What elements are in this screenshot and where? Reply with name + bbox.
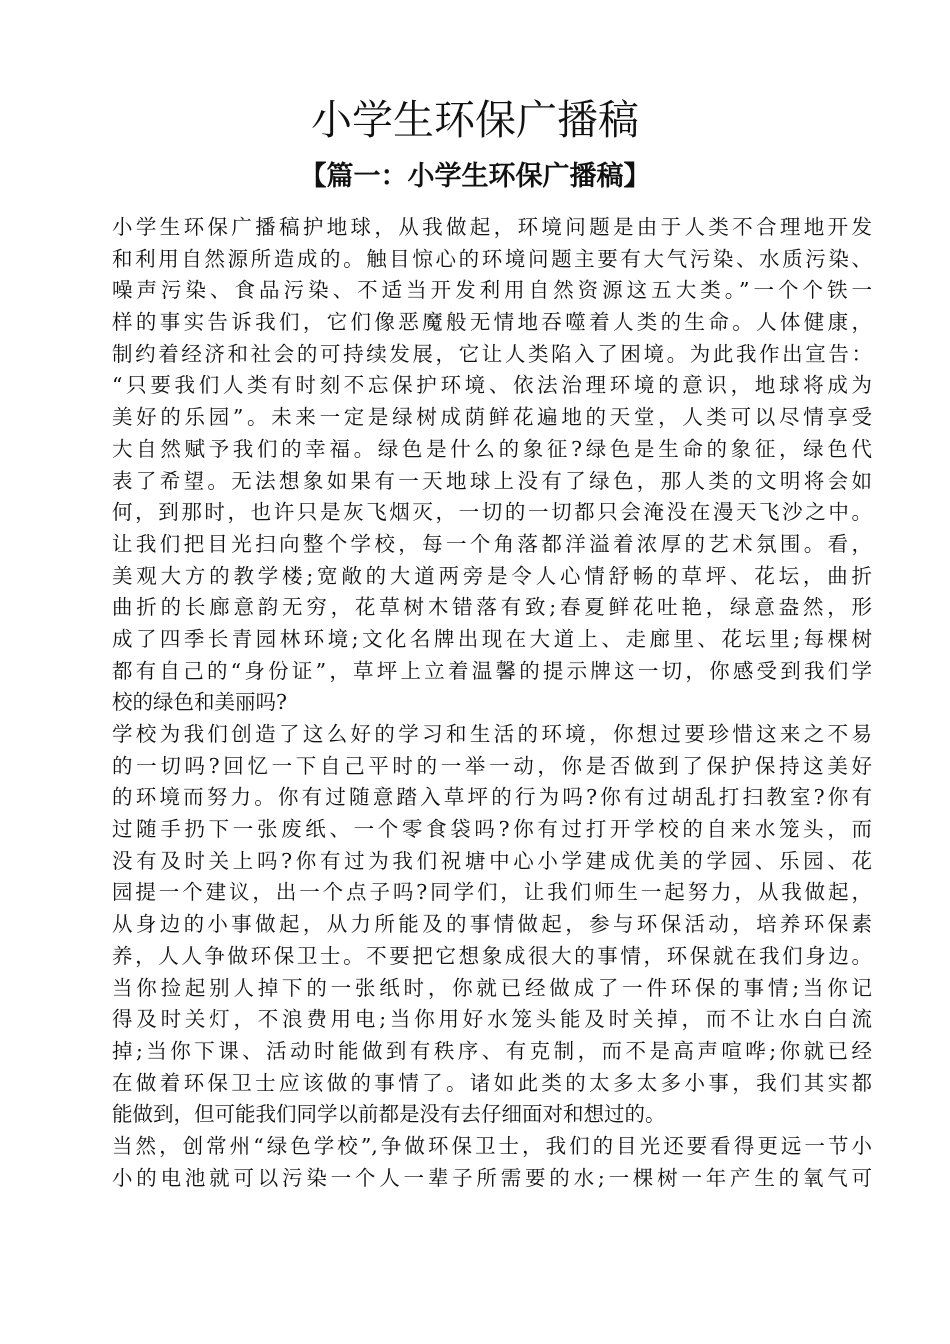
text-line: 小的电池就可以污染一个人一辈子所需要的水;一棵树一年产生的氧气可 — [112, 1165, 872, 1190]
text-line: 美观大方的教学楼;宽敞的大道两旁是令人心情舒畅的草坪、花坛，曲折 — [112, 563, 872, 588]
text-line: 都有自己的“身份证”，草坪上立着温馨的提示牌这一切，你感受到我们学 — [112, 658, 872, 683]
text-line: 没有及时关上吗?你有过为我们祝塘中心小学建成优美的学园、乐园、花 — [112, 848, 872, 873]
text-line: 校的绿色和美丽吗? — [112, 690, 287, 715]
text-line: 的环境而努力。你有过随意踏入草坪的行为吗?你有过胡乱打扫教室?你有 — [112, 785, 872, 810]
section-heading: 【篇一：小学生环保广播稿】 — [299, 161, 651, 192]
text-line: 当你捡起别人掉下的一张纸时，你就已经做成了一件环保的事情;当你记 — [112, 975, 872, 1000]
text-line: 养，人人争做环保卫士。不要把它想象成很大的事情，环保就在我们身边。 — [112, 943, 872, 968]
text-line: 掉;当你下课、活动时能做到有秩序、有克制，而不是高声喧哗;你就已经 — [112, 1038, 872, 1063]
text-line: 学校为我们创造了这么好的学习和生活的环境，你想过要珍惜这来之不易 — [112, 722, 872, 746]
text-line: 当然，创常州“绿色学校”,争做环保卫士，我们的目光还要看得更远一节小 — [112, 1133, 872, 1158]
text-line: 和利用自然源所造成的。触目惊心的环境问题主要有大气污染、水质污染、 — [112, 246, 872, 271]
text-line: 何，到那时，也许只是灰飞烟灭，一切的一切都只会淹没在漫天飞沙之中。 — [112, 500, 872, 525]
text-line: 制约着经济和社会的可持续发展，它让人类陷入了困境。为此我作出宣告： — [112, 341, 872, 366]
text-line: 的一切吗?回忆一下自己平时的一举一动，你是否做到了保护保持这美好 — [112, 753, 872, 778]
text-line: 大自然赋予我们的幸福。绿色是什么的象征?绿色是生命的象征，绿色代 — [112, 436, 872, 461]
text-line: 小学生环保广播稿护地球，从我做起，环境问题是由于人类不合理地开发 — [112, 215, 872, 239]
text-line: 曲折的长廊意韵无穷，花草树木错落有致;春夏鲜花吐艳，绿意盎然，形 — [112, 595, 872, 620]
body-text — [112, 212, 872, 1194]
text-line: 过随手扔下一张废纸、一个零食袋吗?你有过打开学校的自来水笼头，而 — [112, 817, 872, 842]
text-line: 表了希望。无法想象如果有一天地球上没有了绿色，那人类的文明将会如 — [112, 468, 872, 493]
text-line: 让我们把目光扫向整个学校，每一个角落都洋溢着浓厚的艺术氛围。看， — [112, 531, 872, 556]
text-line: 在做着环保卫士应该做的事情了。诸如此类的太多太多小事，我们其实都 — [112, 1070, 872, 1095]
text-line: 能做到，但可能我们同学以前都是没有去仔细面对和想过的。 — [112, 1102, 666, 1127]
text-line: 园提一个建议，出一个点子吗?同学们，让我们师生一起努力，从我做起， — [112, 880, 872, 905]
text-line: 噪声污染、食品污染、不适当开发利用自然资源这五大类。”一个个铁一 — [112, 278, 872, 303]
text-line: 样的事实告诉我们，它们像恶魔般无情地吞噬着人类的生命。人体健康， — [112, 310, 872, 335]
text-line: “只要我们人类有时刻不忘保护环境、依法治理环境的意识，地球将成为 — [112, 373, 872, 398]
page-title: 小学生环保广播稿 — [311, 96, 639, 144]
text-line: 从身边的小事做起，从力所能及的事情做起，参与环保活动，培养环保素 — [112, 912, 872, 937]
text-line: 美好的乐园”。未来一定是绿树成荫鲜花遍地的天堂，人类可以尽情享受 — [112, 405, 872, 430]
text-line: 得及时关灯，不浪费用电;当你用好水笼头能及时关掉，而不让水白白流 — [112, 1007, 872, 1032]
text-line: 成了四季长青园林环境;文化名牌出现在大道上、走廊里、花坛里;每棵树 — [112, 626, 872, 651]
